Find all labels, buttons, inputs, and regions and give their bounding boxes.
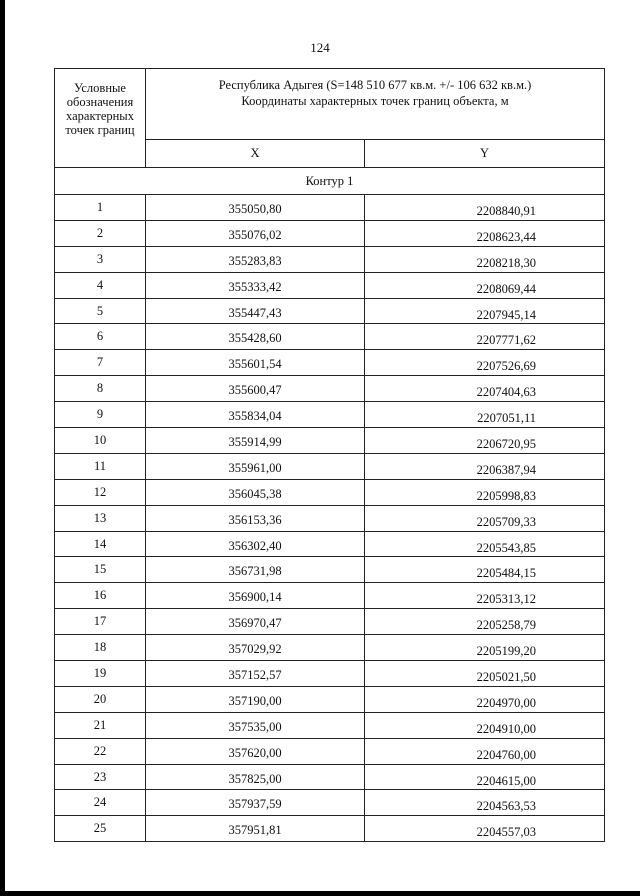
table-row: [55, 790, 605, 816]
table-row: [55, 712, 605, 738]
y-coordinate-cell: 2208623,44: [365, 220, 605, 246]
table-row: [55, 272, 605, 298]
point-number-cell: 1: [55, 195, 146, 221]
header-title-line1: Республика Адыгея (S=148 510 677 кв.м. +/- 106 632 кв.м.): [218, 78, 532, 92]
point-number-cell: 18: [55, 635, 146, 661]
y-coordinate-cell: 2208840,91: [365, 195, 605, 221]
table-row: [55, 453, 605, 479]
table-row: [55, 479, 605, 505]
point-number-cell: 17: [55, 609, 146, 635]
table-row: [55, 609, 605, 635]
table-row: [55, 764, 605, 790]
point-number-cell: 15: [55, 557, 146, 583]
y-coordinate-cell: 2207404,63: [365, 376, 605, 402]
point-number-cell: 7: [55, 350, 146, 376]
point-number-cell: 24: [55, 790, 146, 816]
y-coordinate-cell: 2205313,12: [365, 583, 605, 609]
x-coordinate-cell: 355333,42: [146, 272, 365, 298]
point-number-cell: 9: [55, 402, 146, 428]
x-coordinate-cell: 357535,00: [146, 712, 365, 738]
point-number-cell: 8: [55, 376, 146, 402]
table-row: [55, 661, 605, 687]
table-row: [55, 557, 605, 583]
x-coordinate-cell: 356731,98: [146, 557, 365, 583]
table-row: [55, 738, 605, 764]
point-number-cell: 11: [55, 453, 146, 479]
table-row: [55, 816, 605, 842]
x-coordinate-cell: 356045,38: [146, 479, 365, 505]
x-coordinate-cell: 357029,92: [146, 635, 365, 661]
table-row: [55, 531, 605, 557]
header-conditional-label: Условные обозначения характерных точек границ: [55, 69, 146, 168]
point-number-cell: 14: [55, 531, 146, 557]
x-coordinate-cell: 355834,04: [146, 402, 365, 428]
point-number-cell: 16: [55, 583, 146, 609]
table-row: [55, 246, 605, 272]
table-row: [55, 298, 605, 324]
y-coordinate-cell: 2205199,20: [365, 635, 605, 661]
y-coordinate-cell: 2205021,50: [365, 661, 605, 687]
scan-border-bottom: [0, 891, 640, 896]
x-coordinate-cell: 356153,36: [146, 505, 365, 531]
y-coordinate-cell: 2208069,44: [365, 272, 605, 298]
header-title: [146, 69, 605, 140]
x-coordinate-cell: 355050,80: [146, 195, 365, 221]
table-row: [55, 220, 605, 246]
point-number-cell: 2: [55, 220, 146, 246]
header-title-line2: Координаты характерных точек границ объекта, м: [241, 94, 509, 108]
table-row: [55, 350, 605, 376]
x-coordinate-cell: 357951,81: [146, 816, 365, 842]
coordinates-body: [55, 195, 605, 842]
scan-border-left: [0, 0, 5, 896]
y-coordinate-cell: 2207771,62: [365, 324, 605, 350]
y-coordinate-cell: 2205998,83: [365, 479, 605, 505]
y-coordinate-cell: 2204910,00: [365, 712, 605, 738]
y-coordinate-cell: 2206387,94: [365, 453, 605, 479]
y-coordinate-cell: 2207526,69: [365, 350, 605, 376]
point-number-cell: 6: [55, 324, 146, 350]
page-number: 124: [310, 40, 330, 55]
x-coordinate-cell: 356302,40: [146, 531, 365, 557]
point-number-cell: 23: [55, 764, 146, 790]
y-coordinate-cell: 2207945,14: [365, 298, 605, 324]
table-row: [55, 686, 605, 712]
x-coordinate-cell: 355283,83: [146, 246, 365, 272]
x-coordinate-cell: 355076,02: [146, 220, 365, 246]
table-row: [55, 583, 605, 609]
y-coordinate-cell: 2208218,30: [365, 246, 605, 272]
point-number-cell: 13: [55, 505, 146, 531]
x-coordinate-cell: 356900,14: [146, 583, 365, 609]
table-row: [55, 376, 605, 402]
x-coordinate-cell: 355961,00: [146, 453, 365, 479]
x-coordinate-cell: 356970,47: [146, 609, 365, 635]
y-coordinate-cell: 2206720,95: [365, 428, 605, 454]
y-coordinate-cell: 2204970,00: [365, 686, 605, 712]
x-coordinate-cell: 357620,00: [146, 738, 365, 764]
x-coordinate-cell: 355601,54: [146, 350, 365, 376]
x-coordinate-cell: 355428,60: [146, 324, 365, 350]
x-coordinate-cell: 357825,00: [146, 764, 365, 790]
contour-label: Контур 1: [55, 168, 605, 195]
point-number-cell: 21: [55, 712, 146, 738]
table-row: [55, 505, 605, 531]
y-coordinate-cell: 2205258,79: [365, 609, 605, 635]
y-coordinate-cell: 2205709,33: [365, 505, 605, 531]
table-row: [55, 402, 605, 428]
y-coordinate-cell: 2205543,85: [365, 531, 605, 557]
table-row: [55, 635, 605, 661]
point-number-cell: 5: [55, 298, 146, 324]
coordinates-table: [54, 68, 605, 842]
point-number-cell: 12: [55, 479, 146, 505]
table-row: [55, 324, 605, 350]
header-col-y: Y: [365, 139, 605, 167]
point-number-cell: 10: [55, 428, 146, 454]
y-coordinate-cell: 2207051,11: [365, 402, 605, 428]
x-coordinate-cell: 357152,57: [146, 661, 365, 687]
point-number-cell: 3: [55, 246, 146, 272]
point-number-cell: 20: [55, 686, 146, 712]
y-coordinate-cell: 2204557,03: [365, 816, 605, 842]
table-row: [55, 428, 605, 454]
y-coordinate-cell: 2205484,15: [365, 557, 605, 583]
x-coordinate-cell: 357937,59: [146, 790, 365, 816]
header-col-x: X: [146, 139, 365, 167]
x-coordinate-cell: 355447,43: [146, 298, 365, 324]
point-number-cell: 22: [55, 738, 146, 764]
x-coordinate-cell: 355600,47: [146, 376, 365, 402]
x-coordinate-cell: 355914,99: [146, 428, 365, 454]
point-number-cell: 4: [55, 272, 146, 298]
y-coordinate-cell: 2204563,53: [365, 790, 605, 816]
point-number-cell: 19: [55, 661, 146, 687]
y-coordinate-cell: 2204615,00: [365, 764, 605, 790]
point-number-cell: 25: [55, 816, 146, 842]
x-coordinate-cell: 357190,00: [146, 686, 365, 712]
table-row: [55, 195, 605, 221]
y-coordinate-cell: 2204760,00: [365, 738, 605, 764]
